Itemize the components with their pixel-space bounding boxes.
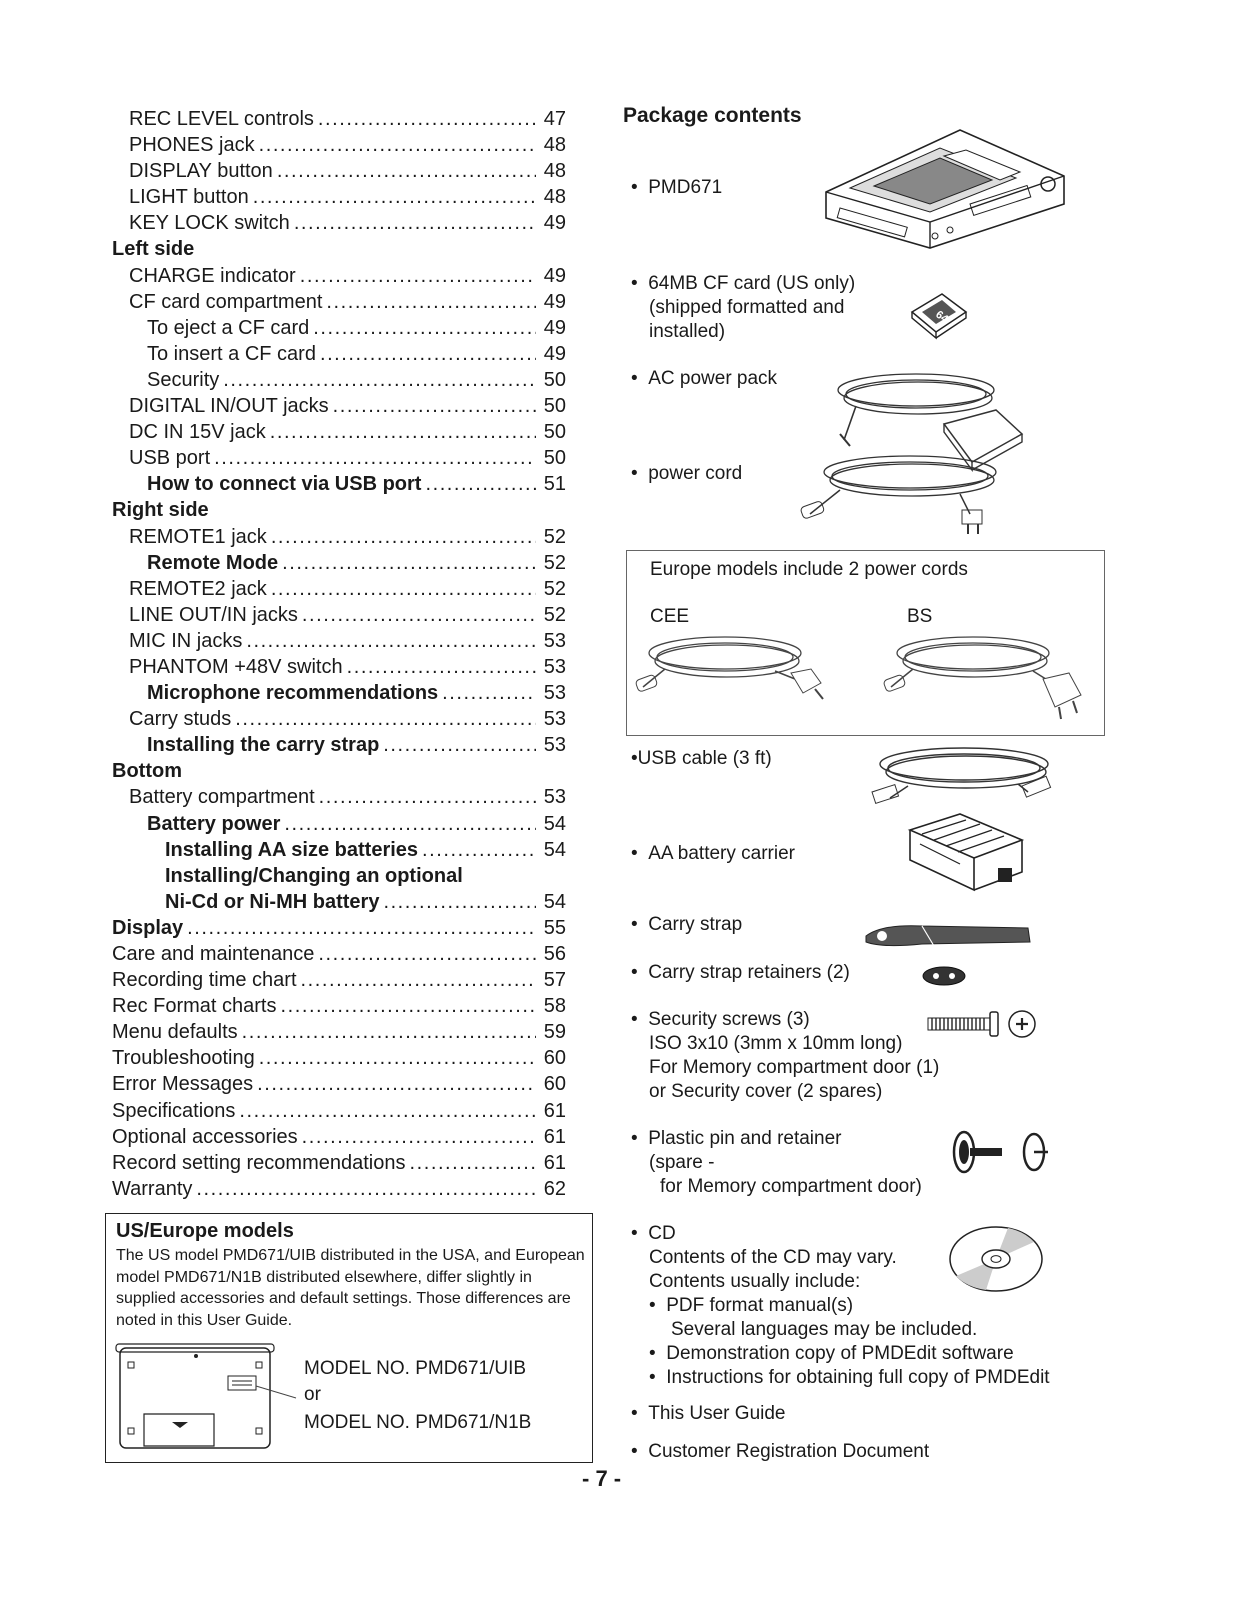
toc-entry-page: 53 — [536, 654, 566, 680]
cd-line-5: Several languages may be included. — [671, 1319, 978, 1340]
toc-entry-page: 52 — [536, 550, 566, 576]
toc-entry-title: Specifications — [112, 1098, 239, 1124]
item-pmd671 — [631, 176, 722, 200]
toc-entry-title: DISPLAY button — [129, 158, 277, 184]
toc-entry-page: 52 — [536, 576, 566, 602]
bullet: • — [631, 962, 638, 983]
toc-leader-dots — [326, 289, 536, 315]
toc-entry — [112, 471, 566, 497]
toc-leader-dots — [409, 1150, 536, 1176]
toc-entry-title: Ni-Cd or Ni-MH battery — [165, 889, 383, 915]
toc-entry-page: 50 — [536, 445, 566, 471]
toc-entry-page: 53 — [536, 628, 566, 654]
bullet: • — [631, 1441, 638, 1462]
cd-line-1: CD — [648, 1223, 676, 1244]
cd-line-2: Contents of the CD may vary. — [649, 1247, 897, 1268]
toc-leader-dots — [347, 654, 536, 680]
toc-leader-dots — [257, 1071, 536, 1097]
toc-leader-dots — [280, 993, 536, 1019]
toc-entry-title: MIC IN jacks — [129, 628, 246, 654]
bullet: • — [649, 1295, 656, 1316]
toc-entry-title: Rec Format charts — [112, 993, 280, 1019]
bs-cord-illustration — [883, 623, 1093, 723]
pmd671-recorder-illustration — [820, 126, 1070, 256]
toc-entry-title: PHANTOM +48V switch — [129, 654, 347, 680]
bullet: • — [631, 1128, 638, 1149]
bullet: • — [649, 1343, 656, 1364]
toc-entry-page: 57 — [536, 967, 566, 993]
toc-leader-dots — [223, 367, 536, 393]
item-pmd671-label: PMD671 — [648, 177, 723, 198]
models-description: The US model PMD671/UIB distributed in the USA, and European model PMD671/N1B distributed elsewhere, differ slightly in supplied accessories and default settings. Those differences are noted in this User Guide. — [116, 1247, 585, 1329]
toc-entry-page: 56 — [536, 941, 566, 967]
aa-battery-carrier-illustration — [900, 810, 1026, 896]
europe-power-cords-box — [626, 550, 1105, 736]
cd-line-4: PDF format manual(s) — [666, 1295, 854, 1316]
toc-entry — [112, 210, 566, 236]
toc-entry — [112, 550, 566, 576]
toc-entry — [112, 1124, 566, 1150]
toc-entry — [112, 758, 566, 784]
toc-leader-dots — [333, 393, 536, 419]
cd-line-6: Demonstration copy of PMDEdit software — [666, 1343, 1014, 1364]
bullet: • — [631, 1403, 638, 1424]
toc-entry-title: Optional accessories — [112, 1124, 302, 1150]
screws-line-3: For Memory compartment door (1) — [649, 1057, 940, 1078]
security-screw-illustration — [926, 1008, 1038, 1040]
toc-entry — [112, 184, 566, 210]
us-europe-models-box — [105, 1213, 593, 1463]
package-contents-title: Package contents — [623, 104, 802, 127]
toc-entry — [112, 236, 566, 262]
item-cf-card — [631, 272, 855, 344]
toc-entry-title: Menu defaults — [112, 1019, 242, 1045]
toc-entry-title: Right side — [112, 497, 213, 523]
models-title: US/Europe models — [116, 1220, 294, 1242]
toc-entry — [112, 1176, 566, 1202]
pin-line-3: for Memory compartment door) — [660, 1176, 922, 1197]
cf-card-illustration — [908, 290, 970, 340]
toc-leader-dots — [383, 732, 536, 758]
toc-entry-page: 49 — [536, 315, 566, 341]
item-user-guide — [631, 1402, 786, 1426]
toc-leader-dots — [270, 419, 536, 445]
toc-leader-dots — [422, 837, 536, 863]
power-cord-label: power cord — [648, 463, 743, 484]
toc-leader-dots — [313, 315, 536, 341]
toc-entry-title: Care and maintenance — [112, 941, 318, 967]
bullet: • — [631, 914, 638, 935]
toc-entry-title: Battery compartment — [129, 784, 319, 810]
toc-entry-page: 61 — [536, 1124, 566, 1150]
cee-cord-illustration — [635, 623, 835, 713]
usb-label: USB cable (3 ft) — [637, 748, 772, 769]
toc-entry — [112, 1045, 566, 1071]
toc-entry-page: 60 — [536, 1045, 566, 1071]
toc-leader-dots — [235, 706, 536, 732]
toc-entry-page: 60 — [536, 1071, 566, 1097]
bullet: • — [631, 843, 638, 864]
toc-entry — [112, 1019, 566, 1045]
toc-entry-title: REC LEVEL controls — [129, 106, 318, 132]
toc-leader-dots — [302, 1124, 536, 1150]
toc-entry-title: USB port — [129, 445, 214, 471]
toc-entry-title: CF card compartment — [129, 289, 326, 315]
toc-leader-dots — [253, 184, 536, 210]
toc-entry-title: DC IN 15V jack — [129, 419, 270, 445]
cee-label: CEE — [650, 606, 690, 627]
item-usb-cable — [631, 747, 772, 771]
toc-leader-dots — [425, 471, 536, 497]
toc-entry — [112, 784, 566, 810]
toc-entry-page: 59 — [536, 1019, 566, 1045]
toc-entry — [112, 993, 566, 1019]
toc-entry-title: To eject a CF card — [147, 315, 313, 341]
toc-entry — [112, 837, 566, 863]
toc-entry-page: 49 — [536, 289, 566, 315]
toc-entry — [112, 602, 566, 628]
toc-entry-title: LIGHT button — [129, 184, 253, 210]
toc-entry-title: Security — [147, 367, 223, 393]
toc-entry-page: 49 — [536, 210, 566, 236]
toc-leader-dots — [442, 680, 536, 706]
toc-entry — [112, 393, 566, 419]
toc-entry — [112, 419, 566, 445]
toc-entry-page: 52 — [536, 524, 566, 550]
toc-entry-title: Warranty — [112, 1176, 196, 1202]
toc-entry-title: CHARGE indicator — [129, 263, 300, 289]
toc-entry-title: Installing the carry strap — [147, 732, 383, 758]
toc-entry — [112, 654, 566, 680]
toc-entry-page: 48 — [536, 184, 566, 210]
toc-entry-title: How to connect via USB port — [147, 471, 425, 497]
europe-note: Europe models include 2 power cords — [650, 559, 968, 580]
toc-entry — [112, 941, 566, 967]
recorder-bottom-illustration — [116, 1342, 276, 1454]
toc-entry-title: REMOTE2 jack — [129, 576, 271, 602]
toc-leader-dots — [300, 263, 536, 289]
toc-entry — [112, 576, 566, 602]
toc-entry — [112, 132, 566, 158]
toc-entry — [112, 263, 566, 289]
toc-leader-dots — [239, 1098, 536, 1124]
cf-line-1: 64MB CF card (US only) — [648, 273, 856, 294]
model-number-n1b: MODEL NO. PMD671/N1B — [304, 1412, 532, 1433]
toc-entry — [112, 680, 566, 706]
toc-entry — [112, 289, 566, 315]
model-or: or — [304, 1384, 321, 1405]
toc-entry-title: Installing/Changing an optional — [165, 863, 467, 889]
toc-entry-page: 48 — [536, 132, 566, 158]
item-aa-battery-carrier — [631, 842, 795, 866]
toc-entry-title: Carry studs — [129, 706, 235, 732]
toc-leader-dots — [320, 341, 536, 367]
toc-entry — [112, 106, 566, 132]
toc-entry-title: Display — [112, 915, 187, 941]
toc-leader-dots — [259, 132, 536, 158]
toc-leader-dots — [196, 1176, 536, 1202]
toc-leader-dots — [271, 524, 536, 550]
item-security-screws — [631, 1008, 939, 1104]
toc-entry-title: Installing AA size batteries — [165, 837, 422, 863]
toc-entry-page: 51 — [536, 471, 566, 497]
toc-entry-title: DIGITAL IN/OUT jacks — [129, 393, 333, 419]
toc-entry-title: REMOTE1 jack — [129, 524, 271, 550]
cd-line-7: Instructions for obtaining full copy of PMDEdit — [666, 1367, 1050, 1388]
carry-strap-illustration — [862, 916, 1034, 956]
toc-entry-page: 47 — [536, 106, 566, 132]
toc-entry — [112, 445, 566, 471]
toc-entry-page: 61 — [536, 1098, 566, 1124]
screws-line-1: Security screws (3) — [648, 1009, 810, 1030]
item-carry-strap-retainers — [631, 961, 850, 985]
toc-entry — [112, 915, 566, 941]
toc-entry — [112, 497, 566, 523]
item-ac-power-pack — [631, 367, 777, 391]
toc-entry-page: 52 — [536, 602, 566, 628]
toc-entry — [112, 732, 566, 758]
toc-entry-page: 50 — [536, 367, 566, 393]
toc-leader-dots — [187, 915, 536, 941]
toc-entry — [112, 967, 566, 993]
item-carry-strap — [631, 913, 742, 937]
toc-leader-dots — [246, 628, 536, 654]
toc-leader-dots — [302, 602, 536, 628]
toc-leader-dots — [277, 158, 536, 184]
strap-label: Carry strap — [648, 914, 743, 935]
toc-entry — [112, 1150, 566, 1176]
cf-line-2: (shipped formatted and — [649, 297, 845, 318]
toc-entry-page: 58 — [536, 993, 566, 1019]
toc-entry-page: 62 — [536, 1176, 566, 1202]
item-power-cord — [631, 462, 742, 486]
toc-entry — [112, 158, 566, 184]
toc-entry-title: LINE OUT/IN jacks — [129, 602, 302, 628]
cd-illustration — [946, 1224, 1046, 1294]
toc-entry-title: Left side — [112, 236, 198, 262]
toc-entry-title: Battery power — [147, 811, 284, 837]
toc-entry-title: Microphone recommendations — [147, 680, 442, 706]
bullet: • — [631, 1009, 638, 1030]
usb-cable-illustration — [868, 742, 1058, 812]
ac-label: AC power pack — [648, 368, 778, 389]
screws-line-4: or Security cover (2 spares) — [649, 1081, 883, 1102]
table-of-contents — [112, 106, 566, 1202]
toc-entry-page: 54 — [536, 837, 566, 863]
bullet: • — [631, 1223, 638, 1244]
toc-leader-dots — [318, 941, 536, 967]
toc-entry-page: 55 — [536, 915, 566, 941]
toc-entry-page: 53 — [536, 680, 566, 706]
toc-leader-dots — [284, 811, 536, 837]
bullet: • — [631, 463, 638, 484]
toc-entry-page: 53 — [536, 706, 566, 732]
bullet: • — [631, 748, 638, 769]
toc-leader-dots — [214, 445, 536, 471]
toc-leader-dots — [282, 550, 536, 576]
item-registration — [631, 1440, 929, 1464]
toc-entry — [112, 1071, 566, 1097]
pin-line-1: Plastic pin and retainer — [648, 1128, 842, 1149]
toc-entry — [112, 341, 566, 367]
retainers-label: Carry strap retainers (2) — [648, 962, 850, 983]
toc-leader-dots — [319, 784, 536, 810]
screws-line-2: ISO 3x10 (3mm x 10mm long) — [649, 1033, 903, 1054]
toc-entry — [112, 863, 566, 889]
toc-entry-page: 53 — [536, 784, 566, 810]
toc-entry-title: Error Messages — [112, 1071, 257, 1097]
toc-entry — [112, 628, 566, 654]
toc-entry-page: 49 — [536, 263, 566, 289]
cd-line-3: Contents usually include: — [649, 1271, 861, 1292]
toc-entry-title: KEY LOCK switch — [129, 210, 294, 236]
toc-entry-page: 53 — [536, 732, 566, 758]
pin-line-2: (spare - — [649, 1152, 715, 1173]
toc-entry-title: Bottom — [112, 758, 186, 784]
toc-leader-dots — [271, 576, 536, 602]
toc-entry-page: 61 — [536, 1150, 566, 1176]
toc-entry — [112, 889, 566, 915]
registration-label: Customer Registration Document — [648, 1441, 930, 1462]
aa-label: AA battery carrier — [648, 843, 795, 864]
item-plastic-pin — [631, 1127, 922, 1199]
power-cord-illustration — [800, 450, 1000, 536]
bullet: • — [631, 368, 638, 389]
guide-label: This User Guide — [648, 1403, 786, 1424]
toc-entry-title: Recording time chart — [112, 967, 301, 993]
toc-entry-title: Remote Mode — [147, 550, 282, 576]
toc-leader-dots — [318, 106, 536, 132]
toc-leader-dots — [383, 889, 536, 915]
toc-entry-page: 54 — [536, 811, 566, 837]
bullet: • — [649, 1367, 656, 1388]
toc-leader-dots — [301, 967, 536, 993]
toc-entry — [112, 367, 566, 393]
toc-entry — [112, 706, 566, 732]
toc-leader-dots — [294, 210, 536, 236]
page-number: - 7 - — [582, 1466, 622, 1491]
toc-entry-page: 50 — [536, 419, 566, 445]
toc-entry — [112, 315, 566, 341]
toc-entry — [112, 811, 566, 837]
toc-entry — [112, 1098, 566, 1124]
toc-entry-title: PHONES jack — [129, 132, 259, 158]
toc-entry-title: To insert a CF card — [147, 341, 320, 367]
cf-card-label: 64 — [933, 308, 951, 326]
strap-retainer-illustration — [920, 964, 968, 988]
toc-entry-page: 50 — [536, 393, 566, 419]
toc-entry-page: 54 — [536, 889, 566, 915]
toc-entry-title: Troubleshooting — [112, 1045, 259, 1071]
plastic-pin-illustration — [950, 1128, 1054, 1176]
toc-leader-dots — [259, 1045, 536, 1071]
cf-line-3: installed) — [649, 321, 726, 342]
toc-entry-title: Record setting recommendations — [112, 1150, 409, 1176]
toc-leader-dots — [242, 1019, 536, 1045]
toc-entry — [112, 524, 566, 550]
bs-label: BS — [907, 606, 933, 627]
model-number-uib: MODEL NO. PMD671/UIB — [304, 1358, 527, 1379]
bullet: • — [631, 273, 638, 294]
toc-entry-page: 49 — [536, 341, 566, 367]
bullet: • — [631, 177, 638, 198]
toc-entry-page: 48 — [536, 158, 566, 184]
